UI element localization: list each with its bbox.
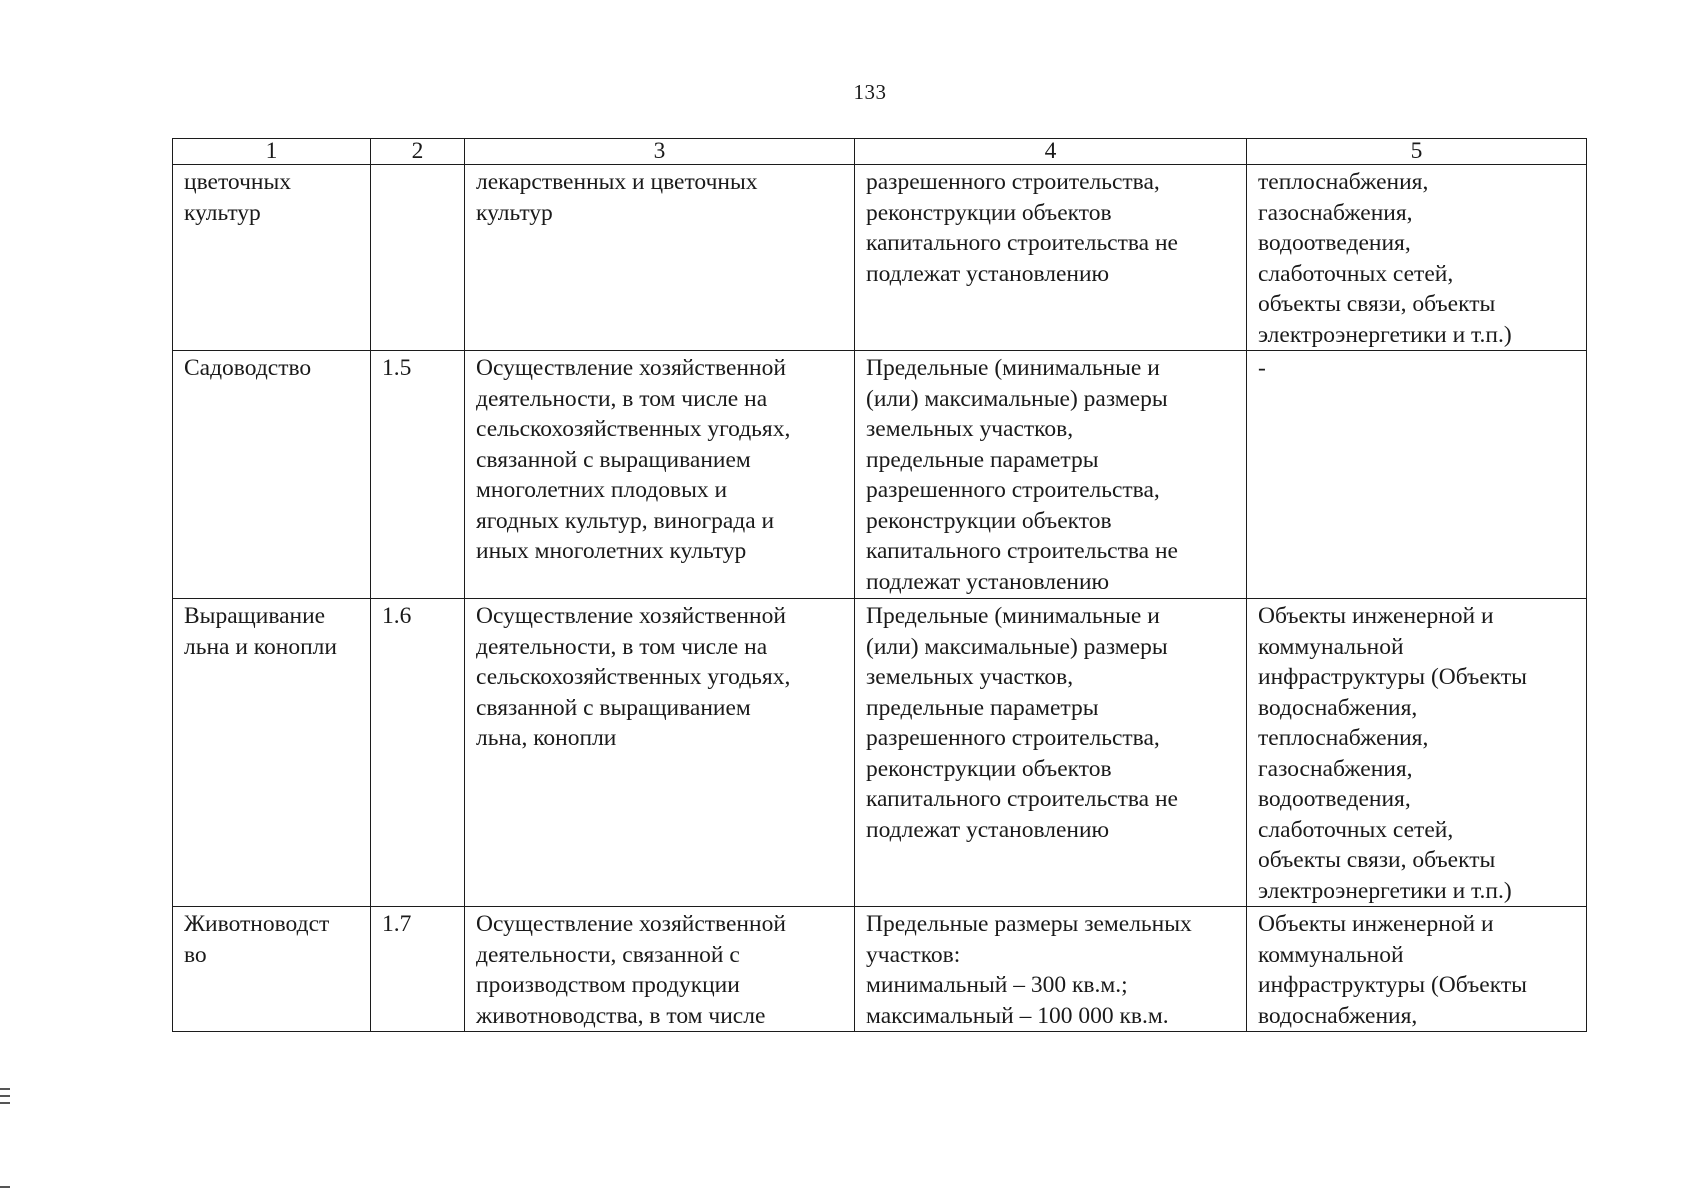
use-name: Выращивание льна и конопли <box>184 603 337 660</box>
use-code: 1.5 <box>382 355 412 381</box>
description-cell <box>465 165 855 351</box>
infrastructure-cell <box>1247 165 1587 351</box>
use-code: 1.6 <box>382 603 412 629</box>
description-cell <box>465 907 855 1032</box>
use-code-cell <box>371 907 465 1032</box>
use-code-cell <box>371 351 465 599</box>
header-cell: 5 <box>1247 139 1587 165</box>
description-cell <box>465 351 855 599</box>
infrastructure-cell <box>1247 907 1587 1032</box>
table-row <box>173 599 1587 907</box>
header-cell: 3 <box>465 139 855 165</box>
use-description: лекарственных и цветочных культур <box>476 169 758 226</box>
use-description: Осуществление хозяйственной деятельности, связанной с производством продукции животноводства, в том числе <box>476 911 786 1029</box>
land-use-table <box>172 138 1587 1032</box>
table-row <box>173 907 1587 1032</box>
use-infrastructure: Объекты инженерной и коммунальной инфраструктуры (Объекты водоснабжения, теплоснабжения, газоснабжения, водоотведения, слаботочных сетей, объекты связи, объекты электроэнергетики и т.п.) <box>1258 603 1527 904</box>
use-infrastructure: Объекты инженерной и коммунальной инфраструктуры (Объекты водоснабжения, <box>1258 911 1527 1029</box>
use-name: цветочных культур <box>184 169 292 226</box>
table-row <box>173 165 1587 351</box>
use-name-cell <box>173 351 371 599</box>
parameters-cell <box>855 907 1247 1032</box>
use-code-cell <box>371 165 465 351</box>
page-number: 133 <box>853 80 887 104</box>
header-cell: 2 <box>371 139 465 165</box>
scan-edge-mark <box>0 1186 10 1188</box>
use-name: Садоводство <box>184 355 312 381</box>
use-infrastructure: - <box>1258 355 1266 381</box>
use-name: Животноводст во <box>184 911 330 968</box>
use-code: 1.7 <box>382 911 412 937</box>
header-cell: 1 <box>173 139 371 165</box>
table-row <box>173 351 1587 599</box>
use-description: Осуществление хозяйственной деятельности, в том числе на сельскохозяйственных угодьях, связанной с выращиванием многолетних плодовых и ягодных культур, винограда и иных многолетних культур <box>476 355 791 564</box>
use-code-cell <box>371 599 465 907</box>
table-header-row <box>173 139 1587 165</box>
header-cell: 4 <box>855 139 1247 165</box>
use-parameters: Предельные размеры земельных участков: минимальный – 300 кв.м.; максимальный – 100 000 кв.м. <box>866 911 1192 1029</box>
use-infrastructure: теплоснабжения, газоснабжения, водоотведения, слаботочных сетей, объекты связи, объекты электроэнергетики и т.п.) <box>1258 169 1512 348</box>
parameters-cell <box>855 599 1247 907</box>
use-name-cell <box>173 907 371 1032</box>
description-cell <box>465 599 855 907</box>
use-parameters: Предельные (минимальные и (или) максимальные) размеры земельных участков, предельные параметры разрешенного строительства, реконструкции объектов капитального строительства не подлежат установлению <box>866 603 1178 843</box>
use-name-cell <box>173 165 371 351</box>
use-parameters: разрешенного строительства, реконструкции объектов капитального строительства не подлежат установлению <box>866 169 1178 287</box>
scan-edge-mark <box>0 1088 10 1090</box>
scan-edge-mark <box>0 1102 10 1104</box>
infrastructure-cell <box>1247 351 1587 599</box>
parameters-cell <box>855 165 1247 351</box>
scan-edge-mark <box>0 1095 10 1097</box>
parameters-cell <box>855 351 1247 599</box>
use-name-cell <box>173 599 371 907</box>
use-parameters: Предельные (минимальные и (или) максимальные) размеры земельных участков, предельные параметры разрешенного строительства, реконструкции объектов капитального строительства не подлежат установлению <box>866 355 1178 595</box>
use-description: Осуществление хозяйственной деятельности, в том числе на сельскохозяйственных угодьях, связанной с выращиванием льна, конопли <box>476 603 791 751</box>
infrastructure-cell <box>1247 599 1587 907</box>
